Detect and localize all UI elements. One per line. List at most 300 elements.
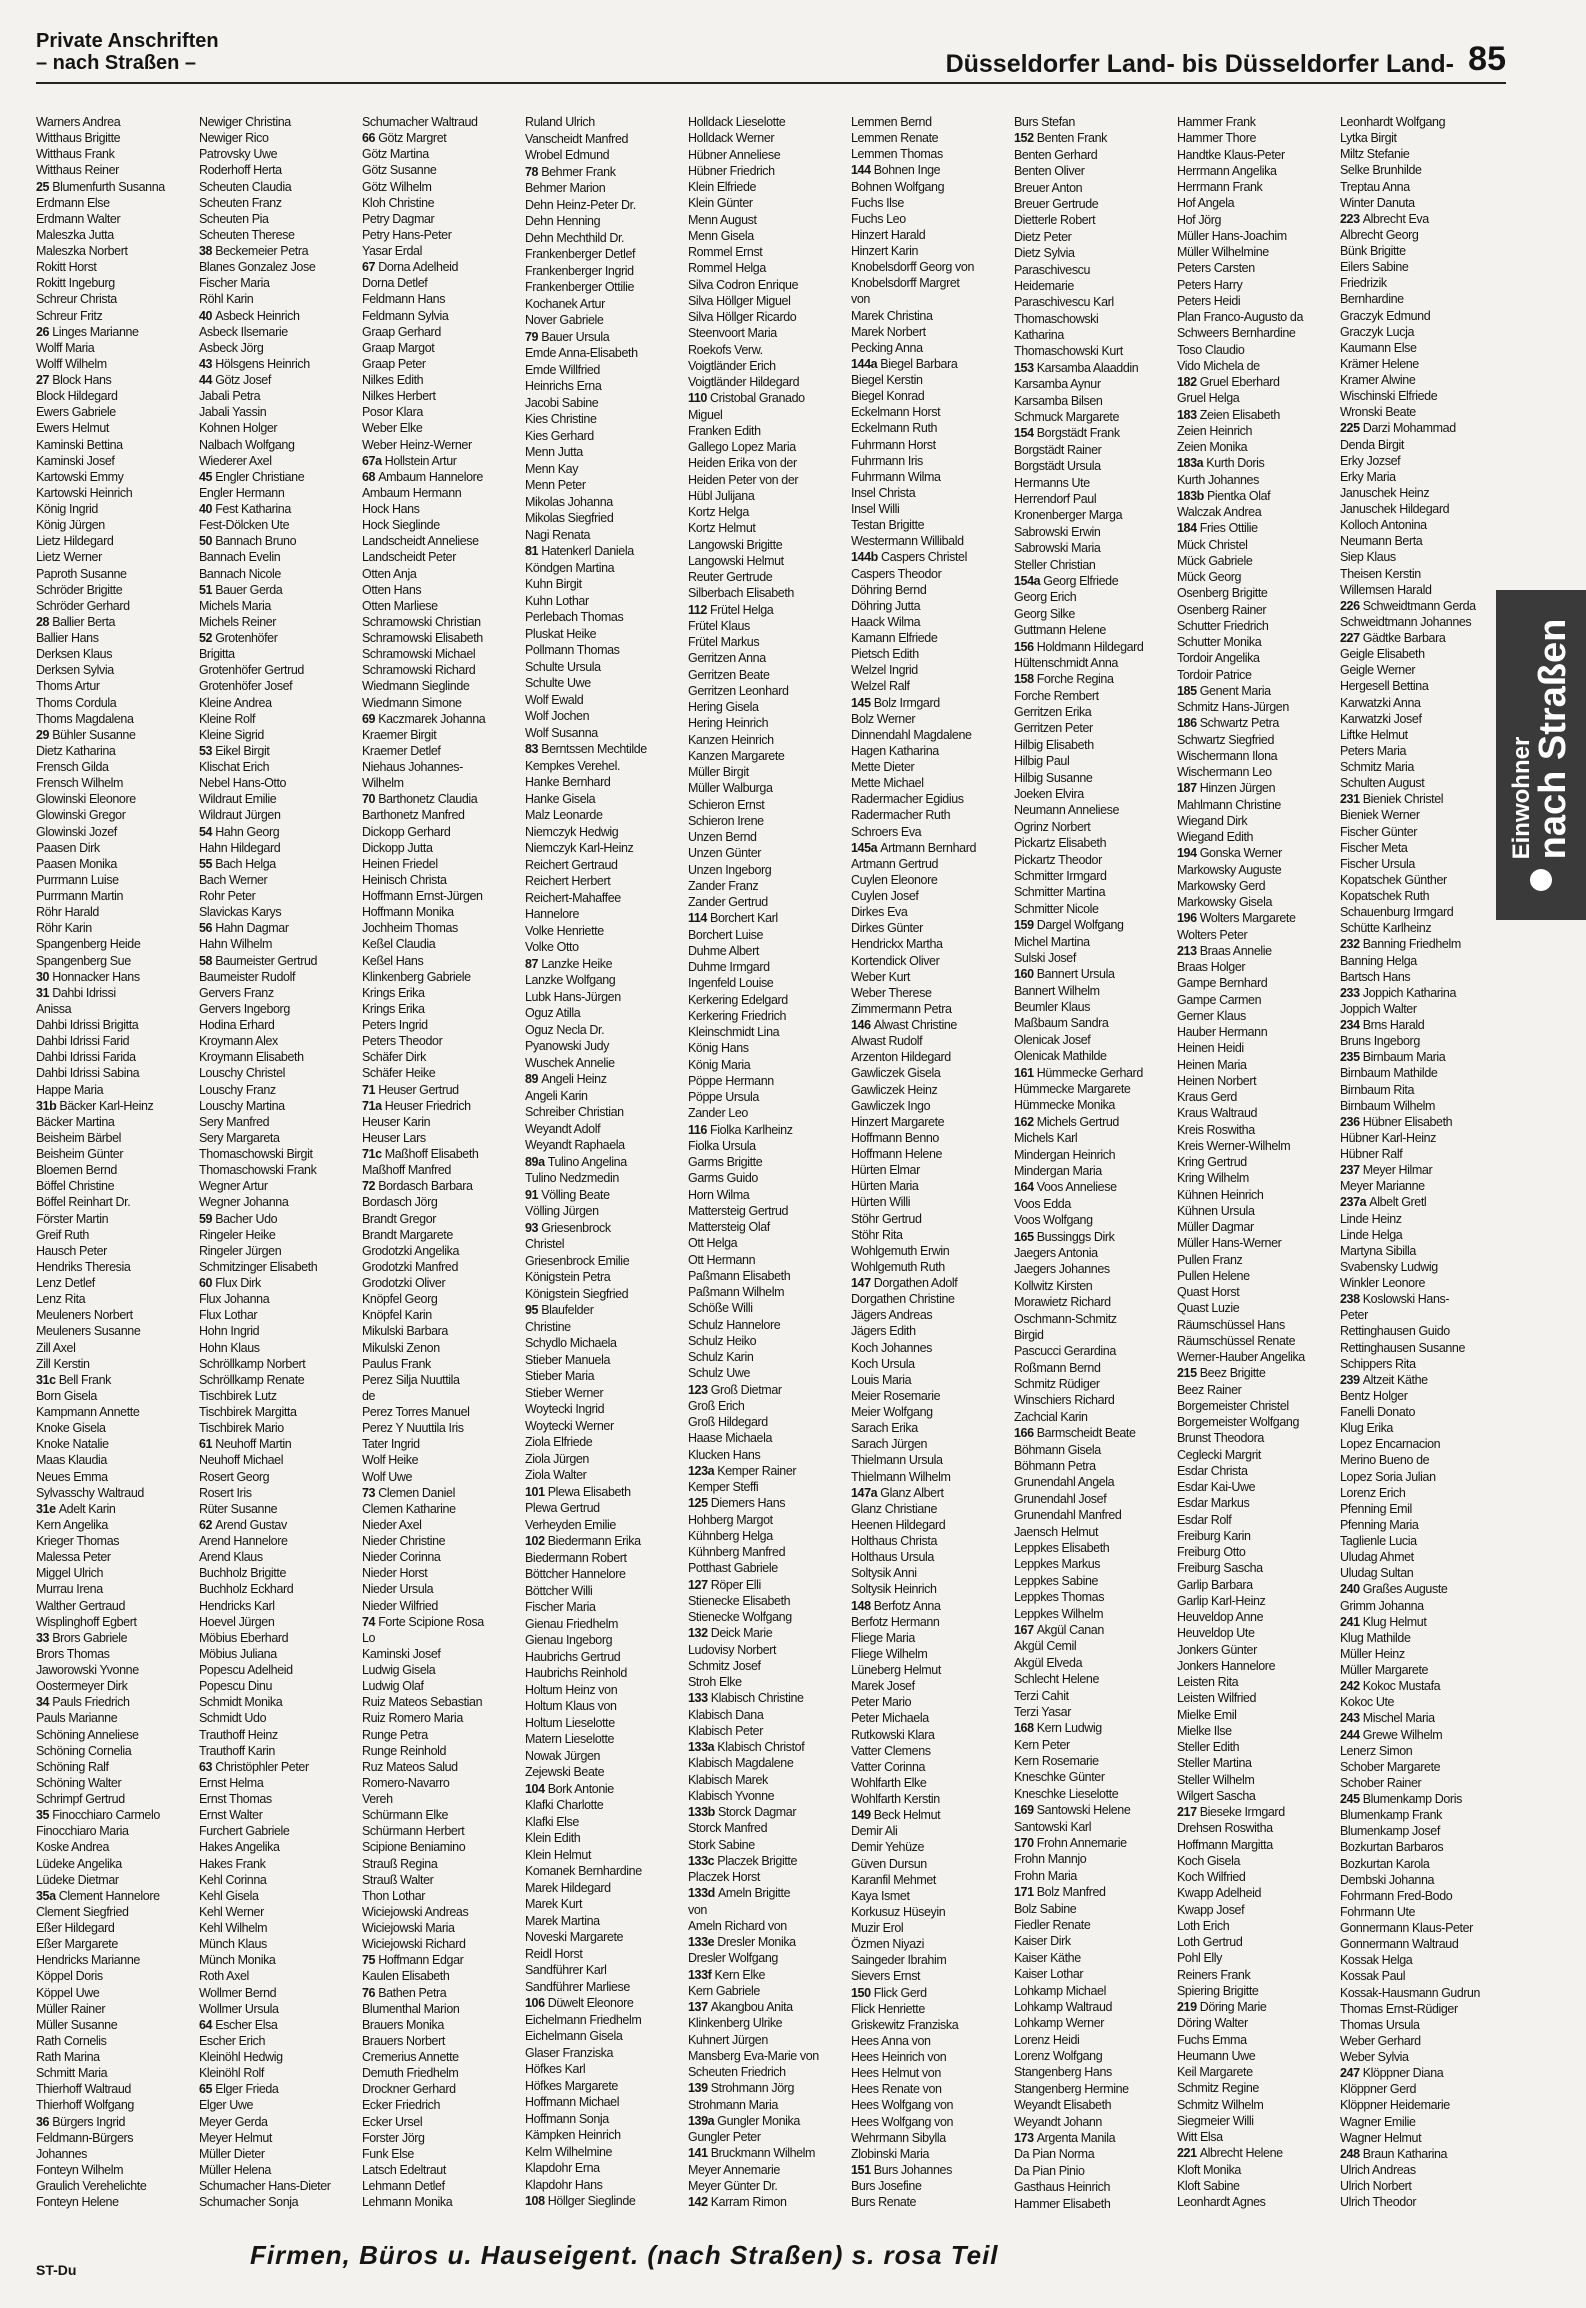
directory-entry: Brigitta	[199, 647, 235, 662]
directory-entry: Schumacher Hans-Dieter	[199, 2179, 331, 2193]
directory-entry: Schulte Ursula	[525, 659, 601, 674]
directory-entry: Kleine Andrea	[199, 695, 272, 710]
directory-entry: Schöning Ralf	[36, 1759, 109, 1774]
directory-entry: Rüter Susanne	[199, 1501, 278, 1516]
directory-entry: 31c Bell Frank	[36, 1372, 112, 1387]
directory-entry: Dirkes Eva	[851, 905, 908, 920]
directory-entry: Morawietz Richard	[1014, 1295, 1111, 1310]
directory-entry: Buchholz Eckhard	[199, 1582, 294, 1597]
directory-entry: Kleine Rolf	[199, 711, 256, 726]
directory-entry: Eßer Margarete	[36, 1937, 118, 1952]
directory-entry: Ulrich Theodor	[1340, 2195, 1417, 2210]
directory-entry: Neumann Berta	[1340, 534, 1423, 549]
directory-entry: Purrmann Martin	[36, 889, 124, 903]
directory-entry: Hoffmann Benno	[851, 1130, 939, 1145]
directory-entry: Kochanek Artur	[525, 296, 605, 311]
directory-entry: Niemczyk Hedwig	[525, 824, 619, 839]
directory-entry: Kokoc Ute	[1340, 1695, 1395, 1710]
header-rule	[36, 82, 1506, 84]
directory-entry: Silva Höllger Ricardo	[688, 310, 797, 324]
directory-entry: Gonnermann Waltraud	[1340, 1937, 1459, 1952]
directory-entry: Sery Margareta	[199, 1130, 280, 1145]
directory-entry: Wehrmann Sibylla	[851, 2130, 946, 2145]
directory-entry: Schauenburg Irmgard	[1340, 905, 1454, 920]
directory-entry: Radermacher Ruth	[851, 808, 951, 823]
directory-entry: Uludag Sultan	[1340, 1566, 1414, 1581]
directory-entry: Emde Anna-Elisabeth	[525, 346, 638, 360]
directory-entry: Wohlgemuth Erwin	[851, 1243, 950, 1258]
directory-entry: Schulz Hannelore	[688, 1317, 781, 1332]
directory-entry: Lohkamp Michael	[1014, 1983, 1106, 1998]
directory-entry: Hendricks Marianne	[36, 1953, 140, 1968]
directory-entry: Jacobi Sabine	[525, 395, 599, 410]
directory-entry: Leisten Rita	[1177, 1675, 1239, 1689]
directory-entry: 89 Angeli Heinz	[525, 1072, 607, 1086]
directory-entry: Bünk Brigitte	[1340, 244, 1406, 258]
directory-entry: Müller Walburga	[688, 781, 773, 796]
directory-entry: Kühnen Heinrich	[1177, 1187, 1264, 1202]
directory-entry: Frankenberger Detlef	[525, 247, 636, 261]
directory-entry: Witt Elsa	[1177, 2130, 1223, 2144]
directory-entry: Hoffmann Helene	[851, 1147, 943, 1161]
directory-entry: 219 Döring Marie	[1177, 2000, 1267, 2014]
directory-entry: 25 Blumenfurth Susanna	[36, 179, 165, 194]
directory-entry: Haubrichs Gertrud	[525, 1649, 621, 1664]
directory-entry: Grodotzki Manfred	[362, 1259, 459, 1274]
directory-entry: 196 Wolters Margarete	[1177, 911, 1296, 926]
directory-entry: 65 Elger Frieda	[199, 2082, 279, 2097]
directory-entry: Kaminski Josef	[36, 453, 115, 468]
directory-entry: Wolff Maria	[36, 340, 95, 355]
directory-entry: Paraschivescu	[1014, 262, 1091, 277]
directory-entry: Schmitz Rüdiger	[1014, 1377, 1100, 1392]
directory-entry: Rosert Georg	[199, 1469, 270, 1484]
directory-entry: Schröllkamp Renate	[199, 1372, 305, 1387]
directory-entry: Paulus Frank	[362, 1356, 431, 1371]
directory-entry: 31e Adelt Karin	[36, 1501, 116, 1516]
directory-entry: Kemper Steffi	[688, 1480, 759, 1494]
directory-entry: 63 Christöphler Peter	[199, 1759, 309, 1774]
directory-entry: Klapdohr Hans	[525, 2177, 603, 2192]
directory-entry: 75 Hoffmann Edgar	[362, 1953, 464, 1968]
directory-entry: Güven Dursun	[851, 1856, 927, 1871]
directory-entry: 38 Beckemeier Petra	[199, 244, 309, 258]
directory-entry: Fuchs Ilse	[851, 195, 904, 210]
directory-entry: Grodotzki Angelika	[362, 1243, 460, 1258]
directory-entry: Mikulski Barbara	[362, 1324, 448, 1339]
directory-entry: 93 Griesenbrock	[525, 1220, 611, 1235]
directory-entry: Lorenz Erich	[1340, 1485, 1406, 1500]
directory-entry: Hinzert Margarete	[851, 1114, 945, 1129]
directory-entry: Gallego Lopez Maria	[688, 440, 796, 454]
directory-entry: Schumacher Waltraud	[362, 115, 478, 129]
directory-entry: Winkler Leonore	[1340, 1276, 1426, 1290]
directory-entry: Voigtländer Hildegard	[688, 375, 800, 389]
directory-entry: Roderhoff Herta	[199, 163, 282, 178]
directory-entry: Oostermeyer Dirk	[36, 1679, 128, 1694]
directory-entry: Frohn Mannjo	[1014, 1852, 1087, 1867]
street-range: Düsseldorfer Land- bis Düsseldorfer Land-	[945, 50, 1454, 78]
directory-entry: Hauber Hermann	[1177, 1025, 1268, 1039]
directory-entry: Jaegers Johannes	[1014, 1262, 1110, 1277]
directory-entry: Kraemer Detlef	[362, 743, 441, 758]
directory-entry: Pascucci Gerardina	[1014, 1344, 1116, 1359]
directory-entry: Werner-Hauber Angelika	[1177, 1350, 1305, 1364]
directory-entry: Pöppe Hermann	[688, 1073, 774, 1088]
directory-entry: Kroymann Alex	[199, 1034, 278, 1049]
directory-entry: Saingeder Ibrahim	[851, 1953, 947, 1968]
directory-entry: 33 Brors Gabriele	[36, 1630, 128, 1645]
directory-entry: Witthaus Frank	[36, 147, 115, 162]
directory-entry: Eßer Hildegard	[36, 1921, 115, 1935]
directory-entry: Wrobel Edmund	[525, 148, 610, 162]
directory-entry: 106 Düwelt Eleonore	[525, 1996, 634, 2010]
directory-column	[1177, 114, 1329, 2210]
directory-entry: Rath Marina	[36, 2050, 100, 2064]
directory-entry: Ott Helga	[688, 1236, 738, 1251]
directory-entry: Dorna Detlef	[362, 276, 428, 291]
directory-entry: Schulz Heiko	[688, 1333, 757, 1348]
directory-entry: Biedermann Robert	[525, 1550, 627, 1565]
directory-entry: 58 Baumeister Gertrud	[199, 953, 318, 968]
directory-entry: Hübl Julijana	[688, 488, 755, 503]
directory-entry: Holldack Lieselotte	[688, 115, 786, 129]
directory-entry: Kloh Christine	[362, 195, 435, 210]
directory-entry: Schmitter Martina	[1014, 885, 1106, 900]
directory-entry: Sylvasschy Waltraud	[36, 1485, 144, 1500]
directory-entry: Kollwitz Kirsten	[1014, 1278, 1093, 1293]
directory-entry: 137 Akangbou Anita	[688, 2000, 793, 2014]
directory-entry: Eckelmann Ruth	[851, 421, 938, 436]
directory-entry: Reichert Herbert	[525, 874, 611, 888]
directory-entry: Lytka Birgit	[1340, 131, 1397, 146]
directory-entry: Kwapp Adelheid	[1177, 1886, 1262, 1901]
directory-entry: 142 Karram Rimon	[688, 2195, 787, 2209]
directory-entry: 139a Gungler Monika	[688, 2113, 800, 2128]
directory-entry: Peters Heidi	[1177, 293, 1241, 308]
directory-entry: 150 Flick Gerd	[851, 1985, 927, 2000]
directory-entry: 194 Gonska Werner	[1177, 846, 1282, 861]
directory-entry: Bieniek Werner	[1340, 808, 1420, 823]
directory-entry: 72 Bordasch Barbara	[362, 1179, 473, 1194]
directory-entry: Lopez Encarnacion	[1340, 1437, 1441, 1452]
directory-entry: Hürten Willi	[851, 1195, 911, 1210]
directory-entry: Kuhn Birgit	[525, 577, 582, 591]
directory-entry: Tater Ingrid	[362, 1437, 420, 1452]
directory-entry: Heuveldop Ute	[1177, 1626, 1255, 1641]
directory-entry: Stangenberg Hans	[1014, 2065, 1112, 2080]
directory-entry: 36 Bürgers Ingrid	[36, 2114, 126, 2129]
directory-entry: Sandführer Karl	[525, 1963, 607, 1977]
directory-entry: Wildraut Jürgen	[199, 808, 281, 823]
directory-entry: Schippers Rita	[1340, 1356, 1416, 1371]
directory-entry: Tischbirek Margitta	[199, 1405, 297, 1419]
directory-entry: Kaumann Else	[1340, 340, 1417, 355]
directory-entry: Voos Edda	[1014, 1196, 1071, 1211]
directory-entry: Jaworowski Yvonne	[36, 1663, 139, 1677]
directory-entry: Röhr Karin	[36, 921, 92, 936]
directory-entry: 34 Pauls Friedrich	[36, 1695, 130, 1710]
directory-entry: Thomaschowski Kurt	[1014, 344, 1123, 359]
directory-entry: Handtke Klaus-Peter	[1177, 147, 1285, 162]
directory-entry: Bohnen Wolfgang	[851, 179, 945, 194]
directory-entry: Yasar Erdal	[362, 244, 422, 258]
directory-entry: Miguel	[688, 407, 723, 422]
directory-entry: Birnbaum Rita	[1340, 1082, 1414, 1097]
directory-entry: Meier Wolfgang	[851, 1405, 933, 1419]
directory-entry: Herrmann Angelika	[1177, 163, 1277, 178]
directory-entry: Griesenbrock Emilie	[525, 1253, 630, 1268]
directory-entry: Glaser Franziska	[525, 2045, 614, 2060]
directory-entry: Woytecki Ingrid	[525, 1402, 605, 1416]
directory-entry: Klöppner Gerd	[1340, 2082, 1417, 2097]
directory-entry: Kreis Werner-Wilhelm	[1177, 1138, 1291, 1153]
directory-entry: Bannach Evelin	[199, 550, 281, 565]
directory-entry: Bruns Ingeborg	[1340, 1034, 1420, 1049]
directory-entry: Denda Birgit	[1340, 437, 1404, 452]
directory-entry: Peters Ingrid	[362, 1018, 428, 1032]
directory-entry: Michel Martina	[1014, 934, 1090, 949]
directory-entry: Kaya Ismet	[851, 1888, 910, 1903]
directory-entry: Hürten Elmar	[851, 1163, 920, 1178]
directory-entry: Schäfer Dirk	[362, 1050, 426, 1065]
directory-entry: Pickartz Theodor	[1014, 852, 1102, 867]
directory-entry: Thon Lothar	[362, 1888, 426, 1903]
directory-entry: Paasen Dirk	[36, 840, 100, 855]
directory-entry: Köppel Doris	[36, 1969, 103, 1984]
directory-entry: 133e Dresler Monika	[688, 1935, 796, 1949]
directory-entry: Emde Willfried	[525, 362, 600, 377]
directory-entry: Scheuten Franz	[199, 195, 282, 210]
directory-entry: Klafki Else	[525, 1814, 579, 1829]
directory-entry: Glowinski Gregor	[36, 808, 126, 823]
directory-entry: Koch Wilfried	[1177, 1870, 1246, 1884]
directory-entry: Spangenberg Sue	[36, 953, 131, 968]
directory-entry: Beez Rainer	[1177, 1382, 1242, 1397]
directory-entry: 61 Neuhoff Martin	[199, 1437, 292, 1452]
directory-entry: Arzenton Hildegard	[851, 1050, 951, 1065]
directory-entry: Sabrowski Maria	[1014, 541, 1101, 556]
directory-entry: 71a Heuser Friedrich	[362, 1098, 471, 1113]
directory-entry: Jonkers Günter	[1177, 1642, 1257, 1657]
directory-entry: Hammer Elisabeth	[1014, 2196, 1111, 2211]
directory-entry: Tulino Nedzmedin	[525, 1171, 619, 1185]
directory-entry: Knobelsdorff Margret	[851, 276, 960, 291]
directory-entry: Sabrowski Erwin	[1014, 524, 1101, 539]
directory-entry: Leppkes Wilhelm	[1014, 1606, 1104, 1621]
directory-entry: Nieder Corinna	[362, 1550, 441, 1565]
directory-entry: Müller Dieter	[199, 2146, 265, 2161]
directory-entry: Radermacher Egidius	[851, 792, 964, 807]
directory-entry: Lietz Hildegard	[36, 534, 114, 549]
directory-entry: Klöppner Heidemarie	[1340, 2098, 1450, 2113]
directory-entry: Klabisch Dana	[688, 1707, 764, 1722]
directory-entry: Frütel Markus	[688, 635, 760, 649]
directory-entry: Hümmecke Margarete	[1014, 1082, 1131, 1097]
directory-entry: Schober Margarete	[1340, 1759, 1441, 1774]
directory-entry: Burs Renate	[851, 2195, 917, 2210]
directory-entry: Ulrich Norbert	[1340, 2179, 1412, 2193]
directory-entry: Osenberg Brigitte	[1177, 586, 1268, 601]
directory-entry: Perez Y Nuuttila Iris	[362, 1421, 464, 1436]
directory-entry: Born Gisela	[36, 1388, 97, 1403]
directory-entry: Schieron Irene	[688, 813, 764, 828]
directory-entry: Kehl Wilhelm	[199, 1921, 268, 1935]
directory-entry: Slavickas Karys	[199, 905, 282, 920]
directory-entry: Haase Michaela	[688, 1431, 773, 1446]
section-title-line2: – nach Straßen –	[36, 52, 197, 74]
directory-entry: Nieder Axel	[362, 1517, 422, 1532]
directory-entry: Mikolas Johanna	[525, 494, 613, 509]
directory-entry: Kampmann Annette	[36, 1405, 140, 1419]
directory-entry: Hendrickx Martha	[851, 937, 943, 952]
directory-entry: Kartowski Heinrich	[36, 485, 133, 500]
directory-entry: 223 Albrecht Eva	[1340, 211, 1429, 226]
directory-entry: Hock Sieglinde	[362, 518, 440, 533]
directory-entry: Feldmann-Bürgers	[36, 2130, 134, 2145]
directory-entry: Zeien Heinrich	[1177, 423, 1252, 438]
directory-entry: Schroers Eva	[851, 824, 922, 839]
directory-columns	[36, 114, 1506, 2212]
directory-entry: Jabali Petra	[199, 389, 261, 404]
directory-entry: Taglienle Lucia	[1340, 1534, 1417, 1548]
directory-entry: Kleinöhl Rolf	[199, 2066, 264, 2081]
directory-entry: Elger Uwe	[199, 2098, 254, 2113]
directory-entry: 132 Deick Marie	[688, 1626, 773, 1641]
directory-entry: Fliege Wilhelm	[851, 1646, 928, 1661]
directory-entry: Weber Kurt	[851, 969, 910, 984]
directory-entry: Karsamba Bilsen	[1014, 393, 1103, 408]
directory-entry: 215 Beez Brigitte	[1177, 1366, 1266, 1381]
directory-entry: 183a Kurth Doris	[1177, 456, 1265, 471]
directory-entry: Alwast Rudolf	[851, 1034, 923, 1049]
directory-entry: Esdar Christa	[1177, 1463, 1248, 1478]
directory-entry: Otten Marliese	[362, 598, 438, 613]
directory-entry: Wischermann Ilona	[1177, 748, 1278, 763]
directory-entry: Mielke Emil	[1177, 1707, 1237, 1722]
directory-entry: Wolters Peter	[1177, 927, 1248, 942]
directory-entry: Koch Ursula	[851, 1356, 915, 1371]
directory-entry: Dinnendahl Magdalene	[851, 727, 972, 742]
directory-entry: Santowski Karl	[1014, 1819, 1092, 1834]
directory-entry: Terzi Yasar	[1014, 1704, 1071, 1719]
directory-entry: 83 Berntssen Mechtilde	[525, 742, 647, 756]
directory-entry: Hergesell Bettina	[1340, 679, 1429, 694]
directory-entry: Garms Brigitte	[688, 1155, 763, 1169]
directory-entry: Wohlfarth Kerstin	[851, 1792, 940, 1806]
directory-entry: Klapdohr Erna	[525, 2161, 600, 2175]
directory-entry: Böffel Christine	[36, 1179, 115, 1194]
directory-entry: Lemmen Thomas	[851, 147, 943, 162]
directory-entry: Bannert Wilhelm	[1014, 983, 1100, 998]
directory-entry: Paraschivescu Karl	[1014, 295, 1114, 310]
directory-entry: Zeien Monika	[1177, 440, 1248, 454]
directory-entry: Siegmeier Willi	[1177, 2113, 1254, 2128]
directory-entry: Jägers Edith	[851, 1324, 916, 1339]
directory-entry: Thoms Magdalena	[36, 711, 134, 726]
directory-entry: Kanzen Margarete	[688, 748, 785, 763]
directory-entry: 87 Lanzke Heike	[525, 956, 613, 971]
directory-entry: Ringeler Jürgen	[199, 1243, 282, 1258]
directory-entry: Thomaschowski	[1014, 311, 1099, 326]
directory-entry: Kleinöhl Hedwig	[199, 2050, 283, 2064]
directory-entry: Menn Jutta	[525, 445, 583, 459]
directory-entry: Bäcker Martina	[36, 1114, 115, 1129]
directory-entry: Mindergan Maria	[1014, 1164, 1102, 1178]
directory-entry: Nover Gabriele	[525, 313, 604, 327]
directory-entry: Romero-Navarro	[362, 1775, 450, 1790]
directory-entry: Osenberg Rainer	[1177, 602, 1267, 617]
directory-entry: Schramowski Richard	[362, 663, 476, 678]
directory-entry: Ernst Walter	[199, 1808, 263, 1823]
section-title-line1: Private Anschriften	[36, 30, 219, 52]
directory-entry: Müller Helena	[199, 2162, 271, 2177]
directory-entry: Kleinschmidt Lina	[688, 1025, 780, 1039]
directory-entry: Menn Gisela	[688, 228, 754, 243]
directory-entry: Jonkers Hannelore	[1177, 1658, 1276, 1673]
directory-entry: Kolloch Antonina	[1340, 518, 1427, 533]
directory-entry: Griskewitz Franziska	[851, 2017, 959, 2032]
directory-entry: 213 Braas Annelie	[1177, 943, 1272, 958]
directory-entry: Gerritzen Anna	[688, 651, 766, 666]
directory-entry: Bentz Holger	[1340, 1388, 1408, 1403]
directory-entry: Kraus Gerd	[1177, 1090, 1237, 1104]
directory-entry: Ernst Helma	[199, 1775, 264, 1790]
directory-entry: Herrendorf Paul	[1014, 491, 1097, 506]
directory-column	[199, 114, 351, 2210]
directory-entry: Schwartz Siegfried	[1177, 732, 1275, 747]
directory-entry: Fiolka Ursula	[688, 1138, 756, 1153]
directory-entry: 52 Grotenhöfer	[199, 631, 278, 645]
directory-entry: Roßmann Bernd	[1014, 1360, 1101, 1375]
directory-entry: Malz Leonarde	[525, 808, 603, 822]
directory-entry: Feldmann Sylvia	[362, 308, 449, 323]
directory-entry: 78 Behmer Frank	[525, 164, 616, 179]
directory-entry: Kern Rosemarie	[1014, 1754, 1099, 1769]
directory-entry: Sarach Erika	[851, 1421, 918, 1436]
directory-entry: Pecking Anna	[851, 340, 923, 355]
directory-entry: Franken Edith	[688, 423, 761, 438]
directory-entry: Jägers Andreas	[851, 1308, 933, 1323]
directory-entry: Benten Gerhard	[1014, 147, 1098, 162]
directory-entry: Wiegand Edith	[1177, 830, 1254, 844]
directory-entry: Terzi Cahit	[1014, 1688, 1069, 1703]
directory-entry: 91 Völling Beate	[525, 1187, 610, 1202]
directory-entry: Klabisch Peter	[688, 1723, 763, 1738]
directory-entry: Toso Claudio	[1177, 342, 1245, 357]
directory-entry: Klein Helmut	[525, 1847, 592, 1862]
directory-entry: Knobelsdorff Georg von	[851, 260, 974, 275]
directory-entry: Bordasch Jörg	[362, 1195, 438, 1210]
directory-entry: Heinen Heidi	[1177, 1041, 1244, 1056]
directory-entry: Potthast Gabriele	[688, 1561, 778, 1576]
directory-entry: 53 Eikel Birgit	[199, 743, 270, 758]
directory-entry: 144a Biegel Barbara	[851, 356, 958, 371]
directory-entry: Thomas Ursula	[1340, 2017, 1420, 2032]
directory-entry: Kortendick Oliver	[851, 953, 940, 968]
directory-entry: Wagner Emilie	[1340, 2114, 1416, 2129]
directory-entry: Zimmermann Petra	[851, 1001, 952, 1016]
directory-entry: Scheuten Pia	[199, 211, 269, 226]
directory-entry: Fuchs Emma	[1177, 2032, 1247, 2047]
directory-entry: Brauers Norbert	[362, 2033, 445, 2048]
directory-entry: Soltysik Anni	[851, 1566, 917, 1581]
directory-entry: Fuhrmann Horst	[851, 437, 936, 452]
directory-entry: Erky Jozsef	[1340, 453, 1401, 468]
directory-entry: 40 Asbeck Heinrich	[199, 308, 300, 323]
directory-entry: Happe Maria	[36, 1082, 104, 1097]
directory-column	[851, 114, 1003, 2210]
